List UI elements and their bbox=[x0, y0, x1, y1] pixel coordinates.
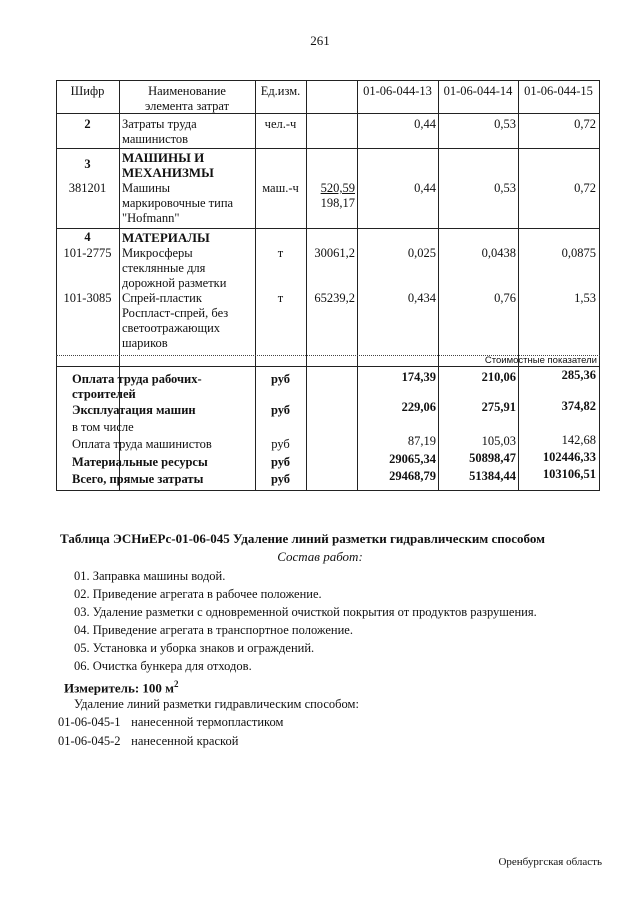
header-name-line2: элемента затрат bbox=[144, 99, 230, 113]
cost-name-line: Оплата труда рабочих- bbox=[72, 372, 202, 386]
meter-text: Измеритель: 100 м bbox=[64, 680, 175, 696]
row-name-line: Роспласт-спрей, без bbox=[122, 306, 229, 320]
header-unit: Ед.изм. bbox=[260, 84, 301, 98]
cost-unit: руб bbox=[270, 372, 291, 386]
meter-label bbox=[64, 679, 179, 696]
cost-unit: руб bbox=[270, 403, 291, 417]
row-name bbox=[122, 291, 254, 351]
works-heading: Состав работ: bbox=[277, 549, 363, 564]
work-item: 04. Приведение агрегата в транспортное положение. bbox=[74, 623, 353, 637]
row-code: 2 bbox=[84, 117, 91, 131]
row-name bbox=[122, 181, 254, 226]
cost-value-col2: 210,06 bbox=[481, 370, 516, 384]
cost-value-col2: 105,03 bbox=[481, 434, 516, 448]
row-name-line: Машины bbox=[122, 181, 171, 195]
row-value-col2: 0,53 bbox=[494, 181, 516, 195]
cost-value-col3: 103106,51 bbox=[542, 467, 596, 481]
row-name bbox=[122, 117, 254, 147]
cost-name-line: строителей bbox=[72, 387, 136, 401]
cost-unit: руб bbox=[270, 472, 291, 486]
header-col3: 01-06-044-15 bbox=[524, 84, 593, 98]
cost-unit: руб bbox=[271, 437, 290, 451]
row-name-line: шариков bbox=[122, 336, 168, 350]
section-title-line: МЕХАНИЗМЫ bbox=[122, 165, 214, 180]
row-unit: т bbox=[277, 246, 284, 260]
table-border bbox=[306, 80, 307, 490]
header-col1: 01-06-044-13 bbox=[363, 84, 432, 98]
row-price-bottom: 198,17 bbox=[320, 196, 355, 210]
cost-value-col3: 374,82 bbox=[561, 399, 596, 413]
row-price: 65239,2 bbox=[314, 291, 355, 305]
row-value-col1: 0,434 bbox=[407, 291, 436, 305]
row-code: 101-3085 bbox=[63, 291, 112, 305]
row-price: 30061,2 bbox=[314, 246, 355, 260]
work-item: 01. Заправка машины водой. bbox=[74, 569, 226, 583]
row-name bbox=[122, 246, 254, 291]
cost-name: Материальные ресурсы bbox=[72, 455, 208, 469]
row-value-col1: 0,025 bbox=[407, 246, 436, 260]
cost-value-col3: 142,68 bbox=[561, 433, 596, 447]
table-border bbox=[255, 80, 256, 490]
method-code: 01-06-045-2 bbox=[58, 734, 121, 748]
row-name-line: дорожной разметки bbox=[122, 276, 227, 290]
row-name-line: "Hofmann" bbox=[122, 211, 180, 225]
cost-name: Оплата труда машинистов bbox=[72, 437, 212, 451]
row-price-top: 520,59 bbox=[320, 181, 355, 195]
method-row bbox=[58, 715, 283, 730]
cost-unit: руб bbox=[270, 455, 291, 469]
footer-region: Оренбургская область bbox=[498, 856, 602, 868]
cost-value-col3: 102446,33 bbox=[542, 450, 596, 464]
row-value-col2: 0,76 bbox=[494, 291, 516, 305]
row-value-col3: 0,72 bbox=[574, 117, 596, 131]
row-value-col3: 0,0875 bbox=[561, 246, 596, 260]
header-code: Шифр bbox=[70, 84, 105, 98]
row-unit: чел.-ч bbox=[264, 117, 297, 131]
section-title-line: МАШИНЫ И bbox=[122, 150, 205, 165]
cost-value-col1: 29065,34 bbox=[389, 452, 436, 466]
row-code: 381201 bbox=[68, 181, 107, 195]
row-name-line: машинистов bbox=[122, 132, 189, 146]
cost-value-col1: 87,19 bbox=[407, 434, 436, 448]
table-border bbox=[518, 80, 519, 490]
section-title bbox=[122, 150, 254, 180]
cost-value-col1: 229,06 bbox=[401, 400, 436, 414]
table-border bbox=[56, 228, 600, 229]
cost-value-col2: 50898,47 bbox=[469, 451, 516, 465]
table-border bbox=[438, 80, 439, 490]
cost-name: Эксплуатация машин bbox=[72, 403, 196, 417]
method-intro: Удаление линий разметки гидравлическим способом: bbox=[74, 697, 359, 711]
table-border bbox=[56, 490, 600, 491]
row-name-line: стеклянные для bbox=[122, 261, 206, 275]
cost-value-col1: 174,39 bbox=[401, 370, 436, 384]
row-value-col3: 1,53 bbox=[574, 291, 596, 305]
cost-value-col1: 29468,79 bbox=[389, 469, 436, 483]
row-value-col3: 0,72 bbox=[574, 181, 596, 195]
table-border bbox=[56, 80, 600, 81]
table-border bbox=[357, 80, 358, 490]
cost-name bbox=[72, 372, 255, 402]
table-border bbox=[56, 148, 600, 149]
row-name-line: маркировочные типа bbox=[122, 196, 234, 210]
work-item: 03. Удаление разметки с одновременной очисткой покрытия от продуктов разрушения. bbox=[74, 605, 537, 619]
method-row bbox=[58, 734, 238, 749]
section-code: 3 bbox=[84, 157, 91, 171]
table-title: Таблица ЭСНиЕРс-01-06-045 Удаление линий разметки гидравлическим способом bbox=[60, 531, 545, 546]
cost-value-col3: 285,36 bbox=[561, 368, 596, 382]
cost-indicators-label: Стоимостные показатели bbox=[484, 355, 597, 366]
row-name-line: Микросферы bbox=[122, 246, 193, 260]
cost-name: в том числе bbox=[72, 420, 134, 434]
work-item: 06. Очистка бункера для отходов. bbox=[74, 659, 252, 673]
method-text: нанесенной краской bbox=[131, 734, 239, 748]
page-number: 261 bbox=[310, 33, 330, 48]
table-border bbox=[599, 80, 600, 490]
row-value-col1: 0,44 bbox=[414, 117, 436, 131]
section-code: 4 bbox=[84, 230, 91, 244]
cost-value-col2: 51384,44 bbox=[469, 469, 516, 483]
row-name-line: Затраты труда bbox=[122, 117, 197, 131]
row-code: 101-2775 bbox=[63, 246, 112, 260]
row-unit: т bbox=[277, 291, 284, 305]
meter-superscript: 2 bbox=[174, 679, 179, 689]
header-name bbox=[119, 84, 255, 114]
row-value-col2: 0,0438 bbox=[481, 246, 516, 260]
cost-name: Всего, прямые затраты bbox=[72, 472, 204, 486]
work-item: 02. Приведение агрегата в рабочее положение. bbox=[74, 587, 322, 601]
method-code: 01-06-045-1 bbox=[58, 715, 121, 729]
header-name-line1: Наименование bbox=[148, 84, 226, 98]
header-col2: 01-06-044-14 bbox=[443, 84, 513, 98]
row-price bbox=[306, 181, 355, 211]
work-item: 05. Установка и уборка знаков и ограждений. bbox=[74, 641, 315, 655]
section-title: МАТЕРИАЛЫ bbox=[122, 230, 210, 245]
row-name-line: светоотражающих bbox=[122, 321, 221, 335]
method-text: нанесенной термопластиком bbox=[131, 715, 284, 729]
row-unit: маш.-ч bbox=[262, 181, 299, 195]
cost-value-col2: 275,91 bbox=[481, 400, 516, 414]
row-value-col2: 0,53 bbox=[494, 117, 516, 131]
table-border bbox=[56, 80, 57, 490]
row-name-line: Спрей-пластик bbox=[122, 291, 202, 305]
row-value-col1: 0,44 bbox=[414, 181, 436, 195]
